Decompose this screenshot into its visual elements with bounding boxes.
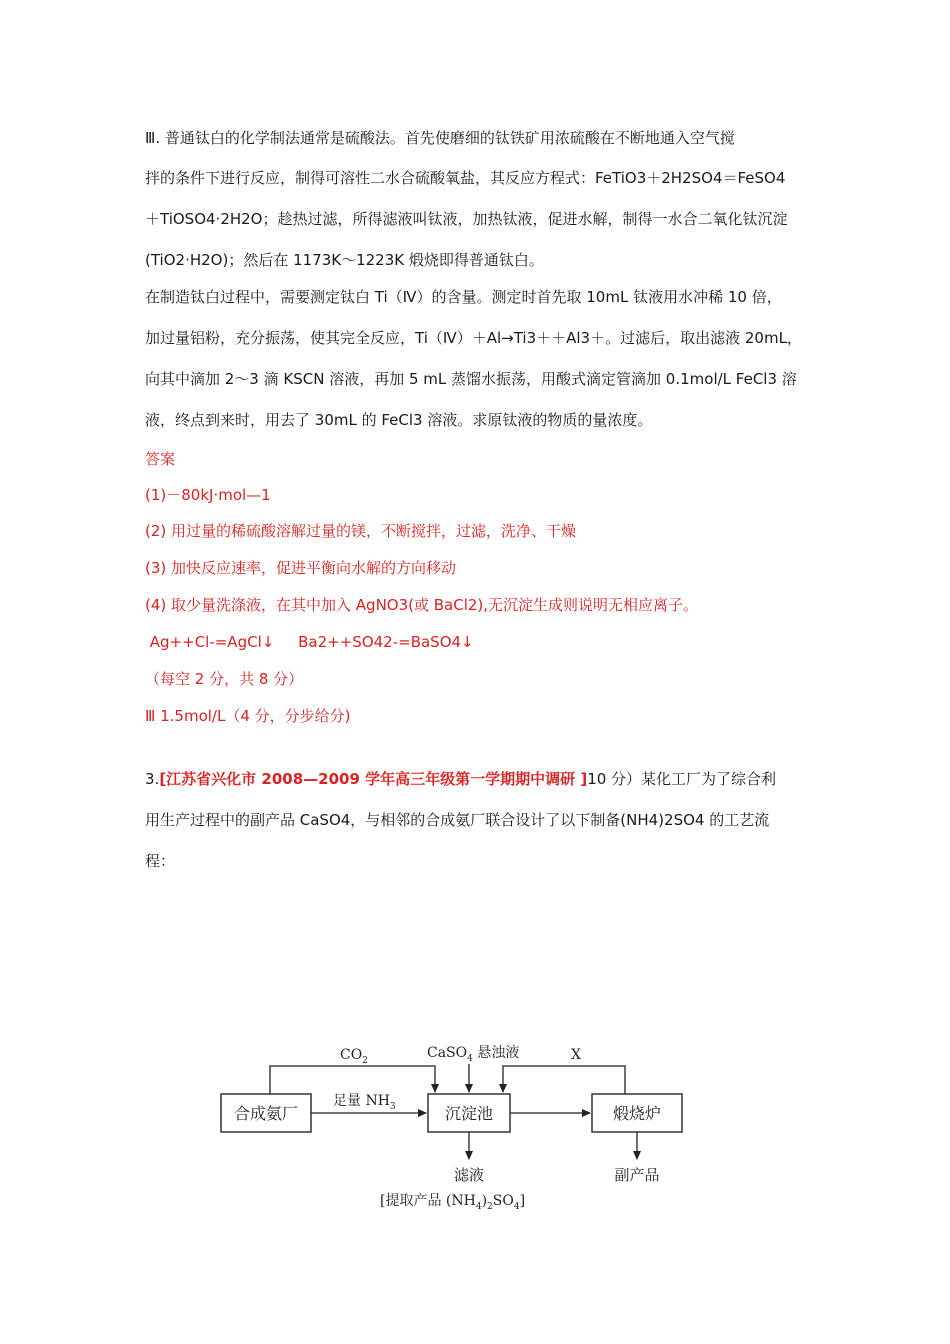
question-line: 用生产过程中的副产品 CaSO4，与相邻的合成氨厂联合设计了以下制备(NH4)2SO4 的工艺流 [145,811,770,829]
text-line: 液，终点到来时，用去了 30mL 的 FeCl3 溶液。求原钛液的物质的量浓度。 [145,411,653,429]
box-precip-label: 沉淀池 [444,1104,494,1123]
text-line: 在制造钛白过程中，需要测定钛白 Ti（Ⅳ）的含量。测定时首先取 10mL 钛液用水冲稀 10 倍， [145,288,782,306]
question-line: 程： [145,852,176,870]
question-number: 3. [145,770,160,788]
question-source: [江苏省兴化市 2008—2009 学年高三年级第一学期期中调研 ] [159,770,588,788]
answer-heading: 答案 [145,450,176,468]
byproduct-label: 副产品 [614,1166,660,1184]
nh3-label: 足量 $NH_3$ [333,1093,396,1112]
answer-line: （每空 2 分，共 8 分） [145,670,304,688]
x-recycle-arrow [503,1066,625,1094]
x-label: X [571,1047,581,1063]
text-line: 向其中滴加 2～3 滴 KSCN 溶液，再加 5 mL 蒸馏水振荡，用酸式滴定管滴加 0.1mol/L FeCl3 溶 [145,370,797,388]
answer-line: Ag++Cl-=AgCl↓ Ba2++SO42-=BaSO4↓ [145,633,474,651]
answer-line: Ⅲ 1.5mol/L（4 分，分步给分) [145,707,351,725]
text-line: Ⅲ. 普通钛白的化学制法通常是硫酸法。首先使磨细的钛铁矿用浓硫酸在不断地通入空气搅 [145,129,735,147]
box-ammonia-label: 合成氨厂 [233,1104,299,1123]
answer-line: (2) 用过量的稀硫酸溶解过量的镁，不断搅拌，过滤，洗净、干燥 [145,522,577,540]
answer-line: (1)－80kJ·mol—1 [145,486,271,504]
text-line: ＋TiOSO4·2H2O；趁热过滤，所得滤液叫钛液，加热钛液，促进水解，制得一水合二氧化钛沉淀 [145,210,788,228]
answer-line: (3) 加快反应速率，促进平衡向水解的方向移动 [145,559,457,577]
caso4-label: CaSO$_4$ 悬浊液 [427,1045,520,1064]
question-line [145,769,810,789]
text-line: 拌的条件下进行反应，制得可溶性二水合硫酸氧盐，其反应方程式：FeTiO3＋2H2SO4＝FeSO4 [145,169,786,187]
process-flow-diagram [215,1035,685,1220]
text-line: 加过量铝粉，充分振荡，使其完全反应，Ti（Ⅳ）＋Al→Ti3＋＋Al3＋。过滤后，取出滤液 20mL， [145,329,802,347]
co2-flow-arrow [270,1066,435,1094]
answer-line: (4) 取少量洗涤液，在其中加入 AgNO3(或 BaCl2),无沉淀生成则说明无相应离子。 [145,596,699,614]
diagram-caption: [提取产品 $(NH_4)_2SO_4$] [380,1193,526,1212]
text-line: (TiO2·H2O)；然后在 1173K～1223K 煅烧即得普通钛白。 [145,251,544,269]
question-text: 10 分）某化工厂为了综合利 [587,770,777,788]
filtrate-label: 滤液 [453,1166,485,1184]
co2-label: $CO_2$ [340,1047,368,1066]
box-furnace-label: 煅烧炉 [612,1104,662,1123]
